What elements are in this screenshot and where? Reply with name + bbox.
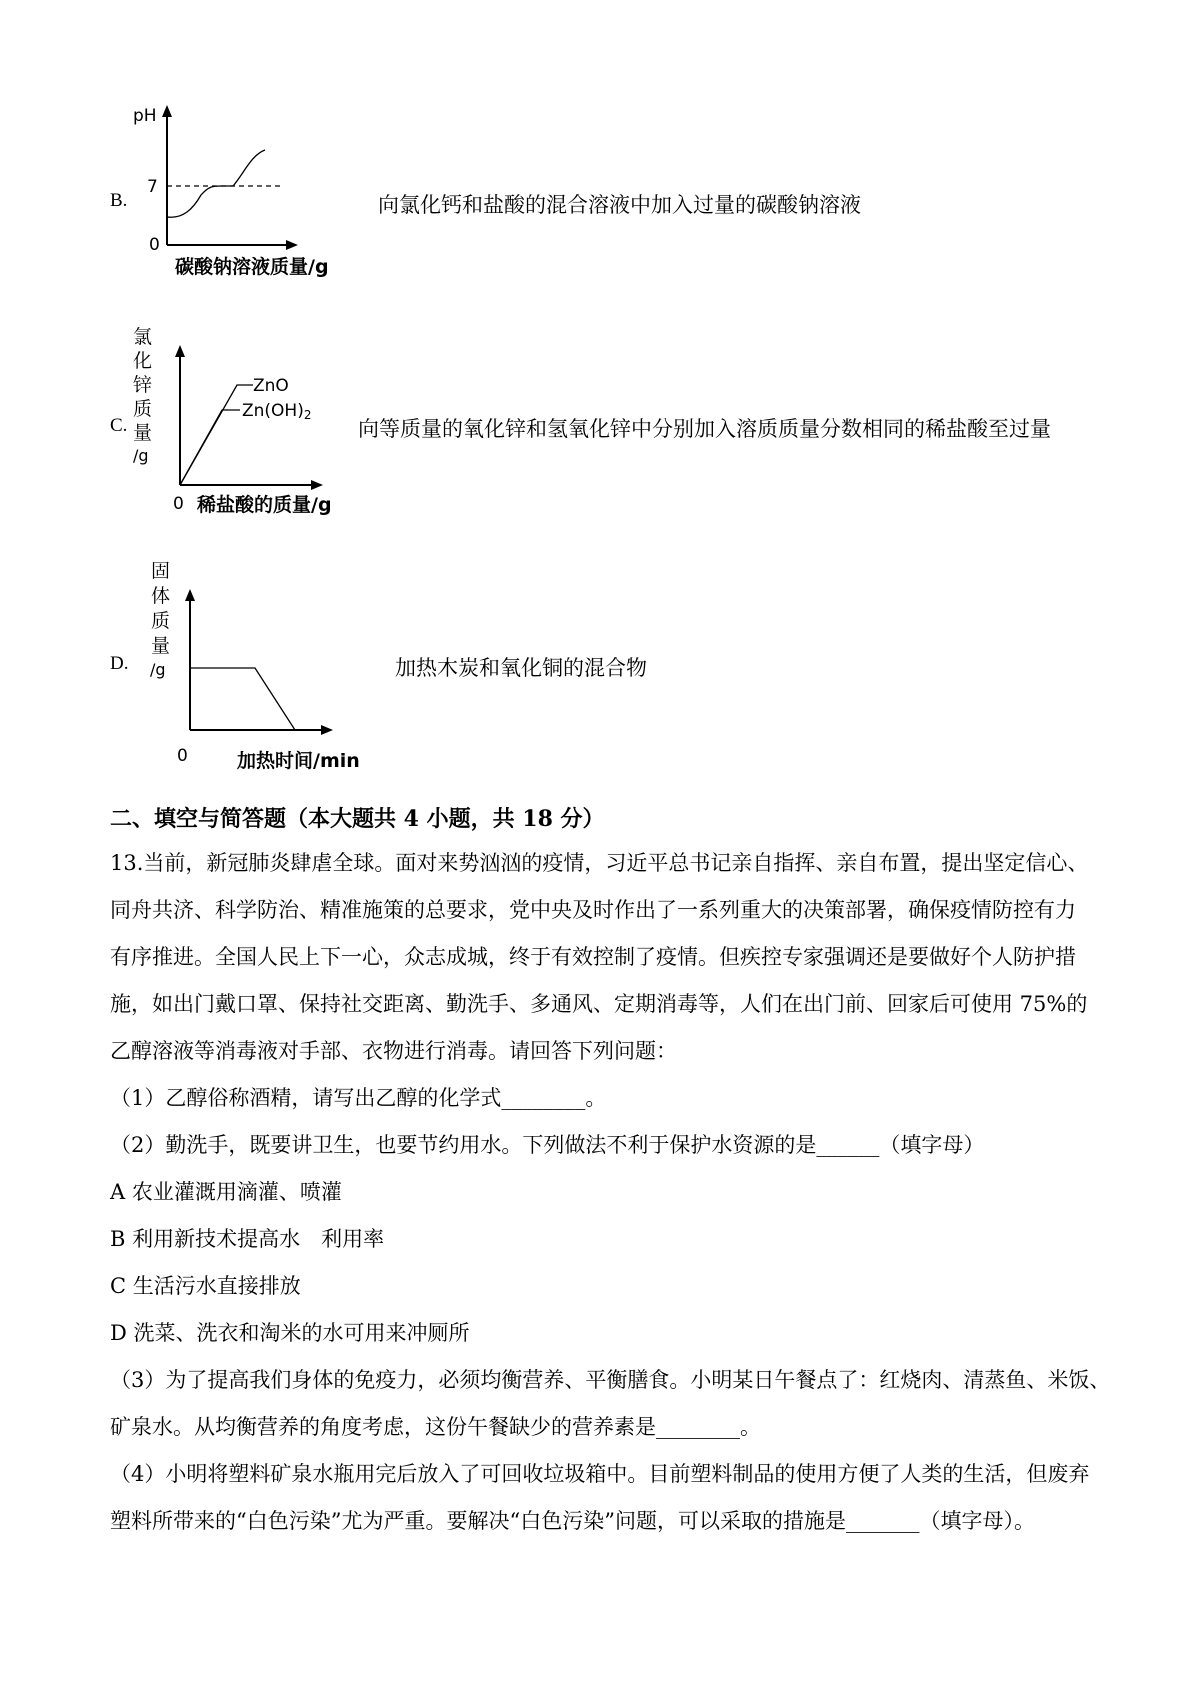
y-axis-arrow bbox=[162, 105, 172, 117]
y-axis-label-line-5: /g bbox=[150, 660, 166, 679]
option-c-graph bbox=[135, 325, 355, 525]
y-axis-label: pH bbox=[133, 106, 157, 126]
y-axis-label-line-2: 体 bbox=[151, 585, 171, 607]
tick-7-label: 7 bbox=[147, 177, 158, 197]
sub-question-4-line-2: 塑料所带来的“白色污染”尤为严重。要解决“白色污染”问题，可以采取的措施是_______（填字母）。 bbox=[110, 1509, 1035, 1533]
y-axis-label-line-1: 氯 bbox=[133, 326, 153, 348]
y-axis-label-line-4: 质 bbox=[133, 398, 153, 420]
y-axis-label-line-4: 量 bbox=[151, 635, 171, 657]
option-d-description: 加热木炭和氧化铜的混合物 bbox=[395, 656, 647, 680]
x-axis-arrow bbox=[286, 240, 298, 250]
y-axis-label-line-3: 质 bbox=[151, 610, 171, 632]
question-13-intro-line-1: 13.当前，新冠肺炎肆虐全球。面对来势汹汹的疫情，习近平总书记亲自指挥、亲自布置，提出坚定信心、 bbox=[110, 851, 1089, 875]
origin-label: 0 bbox=[177, 746, 188, 766]
option-d-graph bbox=[135, 555, 395, 780]
option-d-letter: D. bbox=[110, 653, 129, 674]
x-axis-label: 稀盐酸的质量/g bbox=[197, 494, 332, 516]
option-b-description: 向氯化钙和盐酸的混合溶液中加入过量的碳酸钠溶液 bbox=[378, 193, 861, 217]
choice-c: C 生活污水直接排放 bbox=[110, 1274, 301, 1298]
x-axis-arrow bbox=[311, 480, 323, 490]
choice-a: A 农业灌溉用滴灌、喷灌 bbox=[110, 1180, 342, 1204]
origin-label: 0 bbox=[149, 235, 160, 255]
sub-question-2: （2）勤洗手，既要讲卫生，也要节约用水。下列做法不利于保护水资源的是______（填字母） bbox=[110, 1133, 985, 1157]
origin-label: 0 bbox=[173, 494, 184, 514]
solid-mass-line bbox=[190, 668, 295, 730]
sub-question-3-line-1: （3）为了提高我们身体的免疫力，必须均衡营养、平衡膳食。小明某日午餐点了：红烧肉、清蒸鱼、米饭、 bbox=[110, 1368, 1111, 1392]
option-b-graph bbox=[125, 95, 350, 285]
x-axis-arrow bbox=[321, 725, 333, 735]
series-znoh2-line bbox=[180, 410, 240, 485]
question-13-intro-line-4: 施，如出门戴口罩、保持社交距离、勤洗手、多通风、定期消毒等，人们在出门前、回家后可使用 75%的 bbox=[110, 992, 1088, 1016]
sub-question-1: （1）乙醇俗称酒精，请写出乙醇的化学式________。 bbox=[110, 1086, 607, 1110]
y-axis-label-line-1: 固 bbox=[151, 560, 171, 582]
option-c-description: 向等质量的氧化锌和氢氧化锌中分别加入溶质质量分数相同的稀盐酸至过量 bbox=[358, 417, 1051, 441]
section-heading: 二、填空与简答题（本大题共 4 小题，共 18 分） bbox=[110, 806, 605, 832]
option-c-letter: C. bbox=[110, 415, 128, 436]
y-axis-arrow bbox=[185, 589, 195, 601]
x-axis-label: 碳酸钠溶液质量/g bbox=[175, 256, 329, 278]
series-znoh2-label: Zn(OH)2 bbox=[242, 401, 312, 422]
sub-question-4-line-1: （4）小明将塑料矿泉水瓶用完后放入了可回收垃圾箱中。目前塑料制品的使用方便了人类的生活，但废弃 bbox=[110, 1462, 1090, 1486]
y-axis-arrow bbox=[175, 345, 185, 357]
choice-b: B 利用新技术提高水 利用率 bbox=[110, 1227, 385, 1251]
option-b-letter: B. bbox=[110, 190, 128, 211]
question-13-intro-line-2: 同舟共济、科学防治、精准施策的总要求，党中央及时作出了一系列重大的决策部署，确保疫情防控有力 bbox=[110, 898, 1076, 922]
question-13 bbox=[110, 840, 1110, 1545]
ph-curve bbox=[167, 150, 265, 217]
sub-question-3-line-2: 矿泉水。从均衡营养的角度考虑，这份午餐缺少的营养素是________。 bbox=[110, 1415, 761, 1439]
question-13-intro-line-3: 有序推进。全国人民上下一心，众志成城，终于有效控制了疫情。但疾控专家强调还是要做好个人防护措 bbox=[110, 945, 1076, 969]
series-zno-label: ZnO bbox=[253, 376, 289, 396]
y-axis-label-line-2: 化 bbox=[133, 350, 153, 372]
question-13-intro-line-5: 乙醇溶液等消毒液对手部、衣物进行消毒。请回答下列问题： bbox=[110, 1039, 677, 1063]
y-axis-label-line-5: 量 bbox=[133, 422, 153, 444]
y-axis-label-line-3: 锌 bbox=[133, 374, 153, 396]
x-axis-label: 加热时间/min bbox=[237, 750, 360, 772]
y-axis-label-line-6: /g bbox=[133, 446, 149, 465]
series-zno-line bbox=[180, 385, 253, 485]
choice-d: D 洗菜、洗衣和淘米的水可用来冲厕所 bbox=[110, 1321, 470, 1345]
